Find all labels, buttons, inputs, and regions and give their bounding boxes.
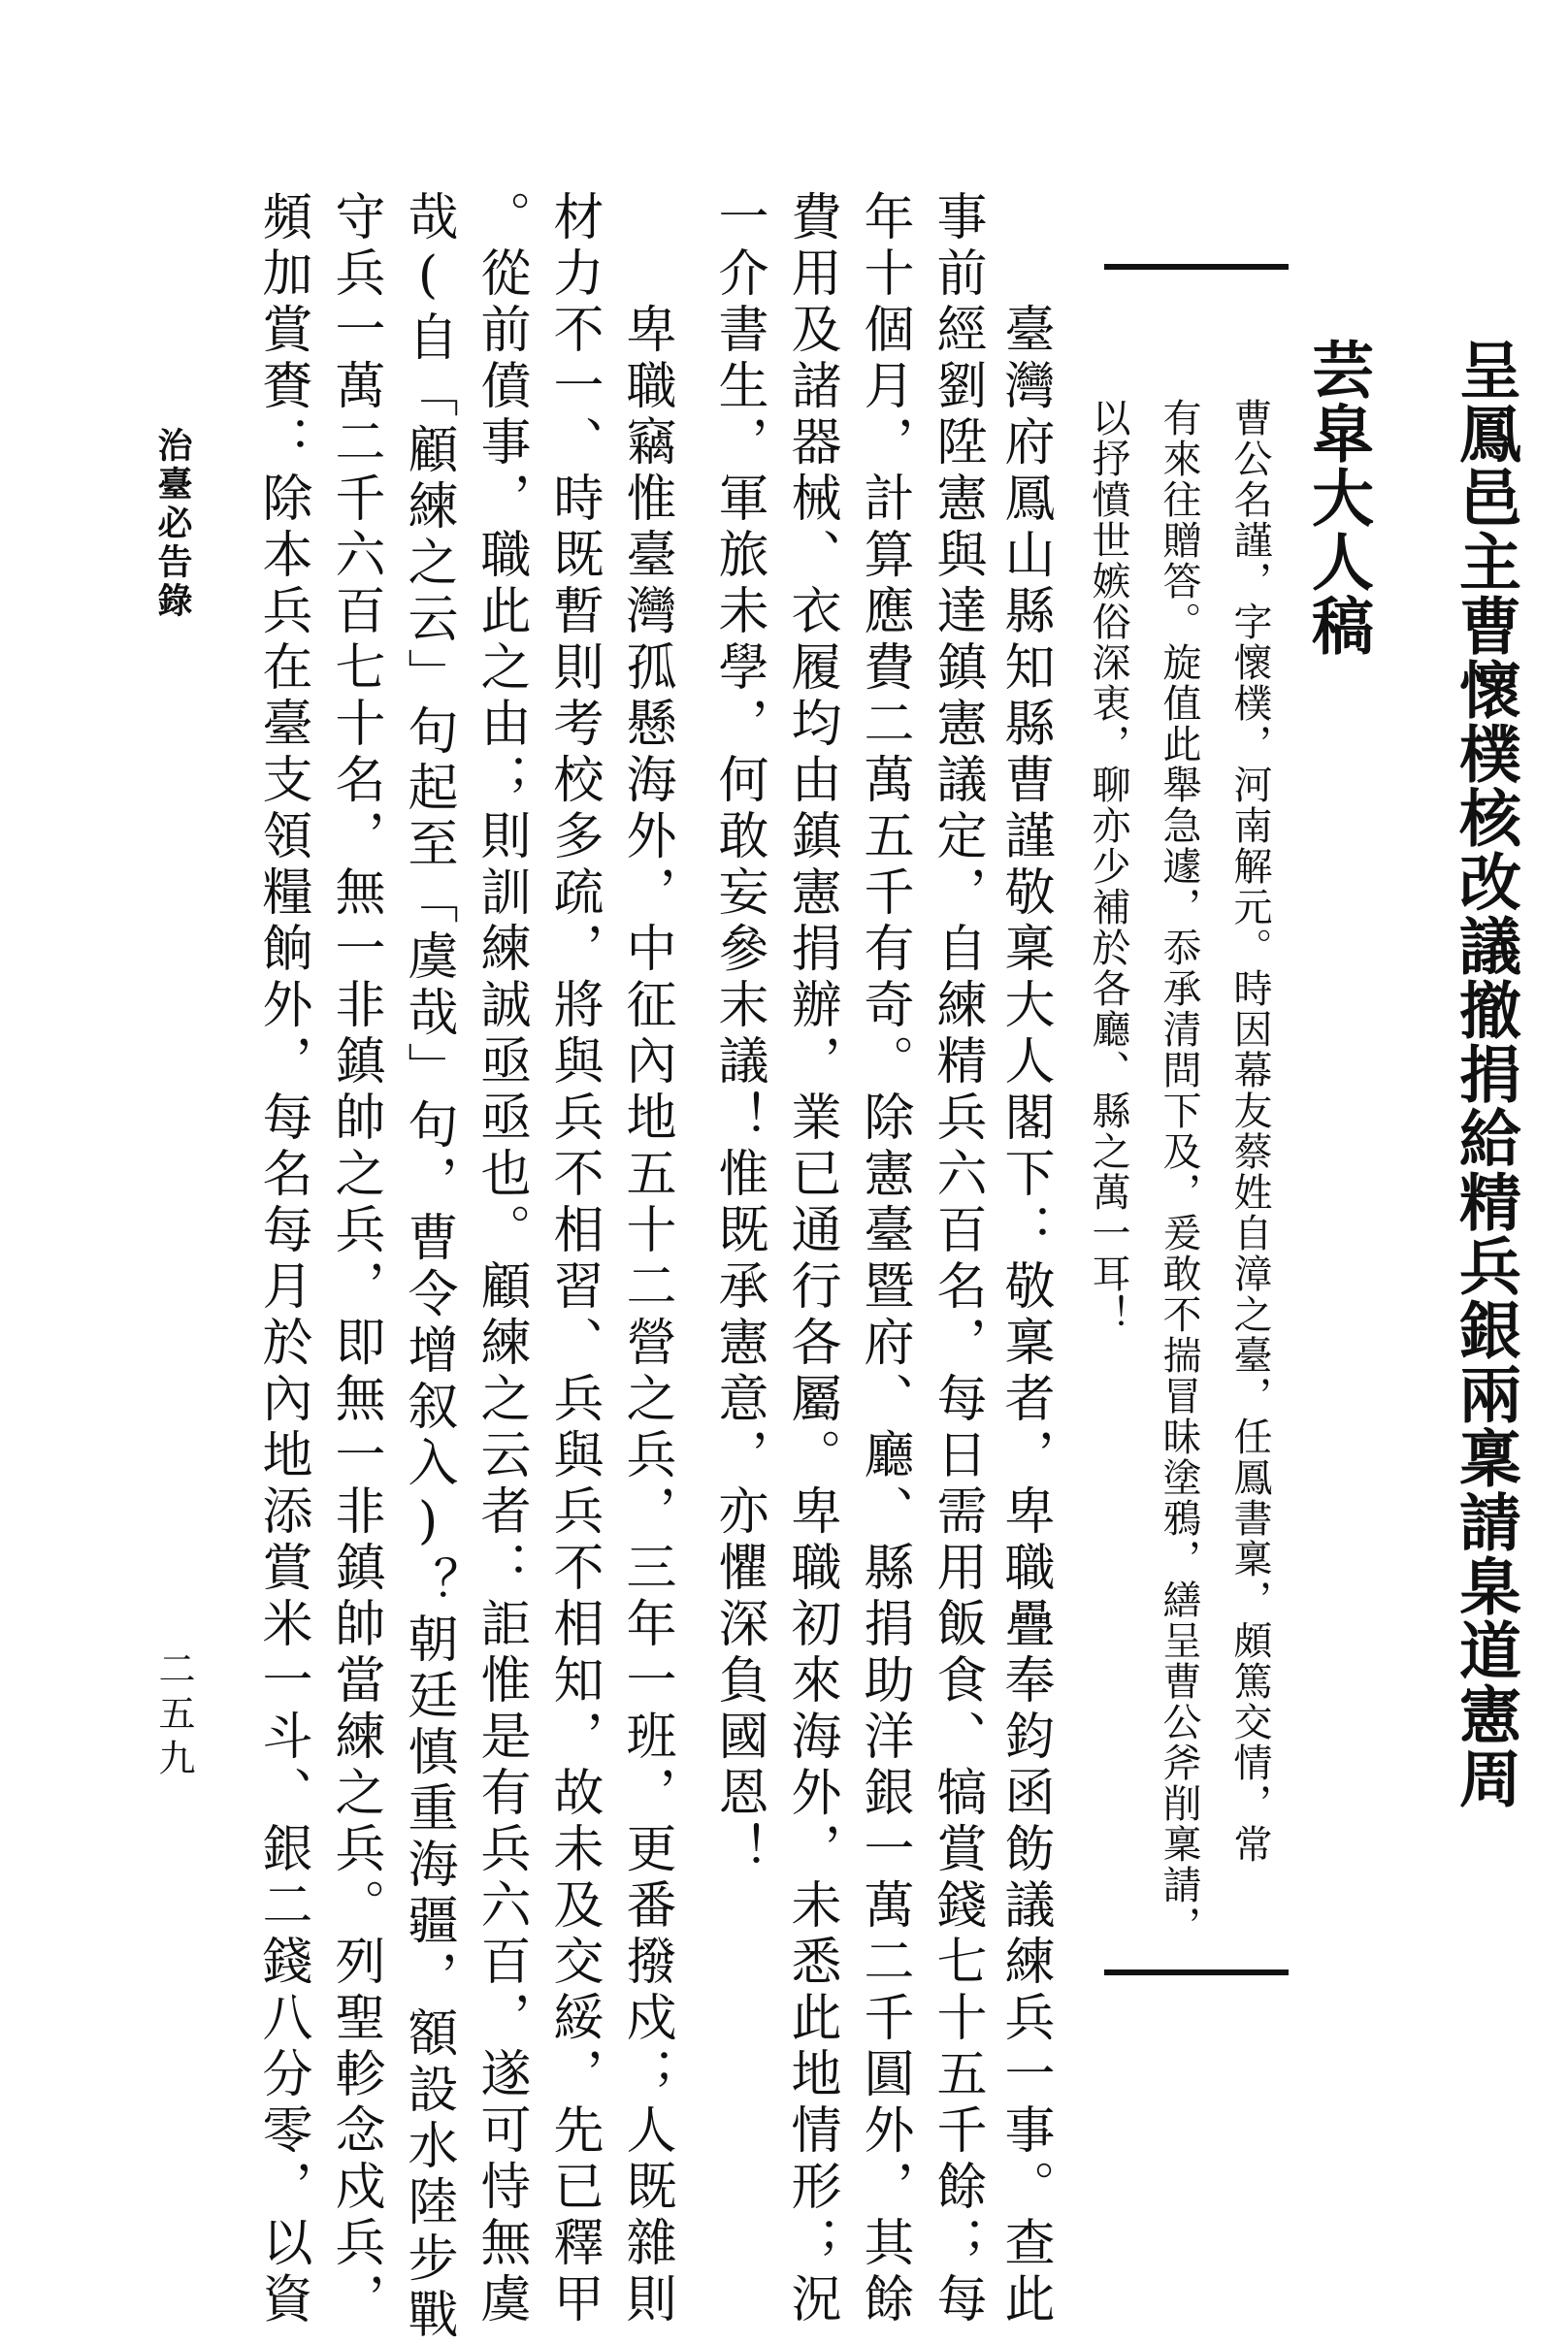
- note-line-2: 有來往贈答。旋值此舉急遽，忝承清問下及，爰敢不揣冒昧塗鴉，繕呈曹公斧削稟請，: [1157, 398, 1201, 1946]
- note-bottom-rule: [1104, 1970, 1289, 1975]
- body-line-3: 年十個月，計算應費二萬五千有奇。除憲臺暨府、廳、縣捐助洋銀一萬二千圓外，其餘: [855, 190, 913, 2328]
- body-line-7: 材力不一、時既暫則考校多疏，將與兵不相習、兵與兵不相知，故未及交綏，先已釋甲: [544, 190, 603, 2328]
- note-top-rule: [1104, 264, 1289, 270]
- note-line-3: 以抒憤世嫉俗深衷，聊亦少補於各廳、縣之萬一耳！: [1086, 398, 1130, 1335]
- body-line-9: 哉(自「顧練之云」句起至「虞哉」句，曹令增叙入)？朝廷慎重海疆，額設水陸步戰: [399, 190, 457, 2344]
- title-line-1: 呈鳳邑主曹懷樸核改議撤捐給精兵銀兩稟請臬道憲周: [1449, 338, 1521, 1810]
- body-line-5: 一介書生，軍旅未學，何敢妄參末議！惟既承憲意，亦懼深負國恩！: [709, 190, 768, 1878]
- running-book-title: 治臺必告錄: [152, 427, 193, 621]
- body-line-1: 臺灣府鳳山縣知縣曹謹敬稟大人閣下：敬稟者，卑職疊奉鈞函飭議練兵一事。查此: [996, 303, 1054, 2328]
- title-line-2: 芸皐大人稿: [1301, 338, 1374, 658]
- body-line-4: 費用及諸器械、衣履均由鎮憲捐辦，業已通行各屬。卑職初來海外，未悉此地情形；況: [782, 190, 840, 2328]
- note-line-1: 曹公名謹，字懷樸，河南解元。時因幕友蔡姓自漳之臺，任鳳書稟，頗篤交情，常: [1227, 398, 1272, 1865]
- body-line-11: 頻加賞賚：除本兵在臺支領糧餉外，每名每月於內地添賞米一斗、銀二錢八分零，以資: [253, 190, 311, 2328]
- body-line-6: 卑職竊惟臺灣孤懸海外，中征內地五十二營之兵，三年一班，更番撥戍；人既雜則: [617, 303, 675, 2328]
- page-number: 二五九: [152, 1649, 195, 1783]
- body-line-8: 。從前僨事，職此之由；則訓練誠亟亟也。顧練之云者：詎惟是有兵六百，遂可恃無虞: [472, 190, 530, 2328]
- body-line-10: 守兵一萬二千六百七十名，無一非鎮帥之兵，即無一非鎮帥當練之兵。列聖軫念戍兵，: [326, 190, 384, 2328]
- body-line-2: 事前經劉陞憲與達鎮憲議定，自練精兵六百名，每日需用飯食、犒賞錢七十五千餘；每: [928, 190, 986, 2328]
